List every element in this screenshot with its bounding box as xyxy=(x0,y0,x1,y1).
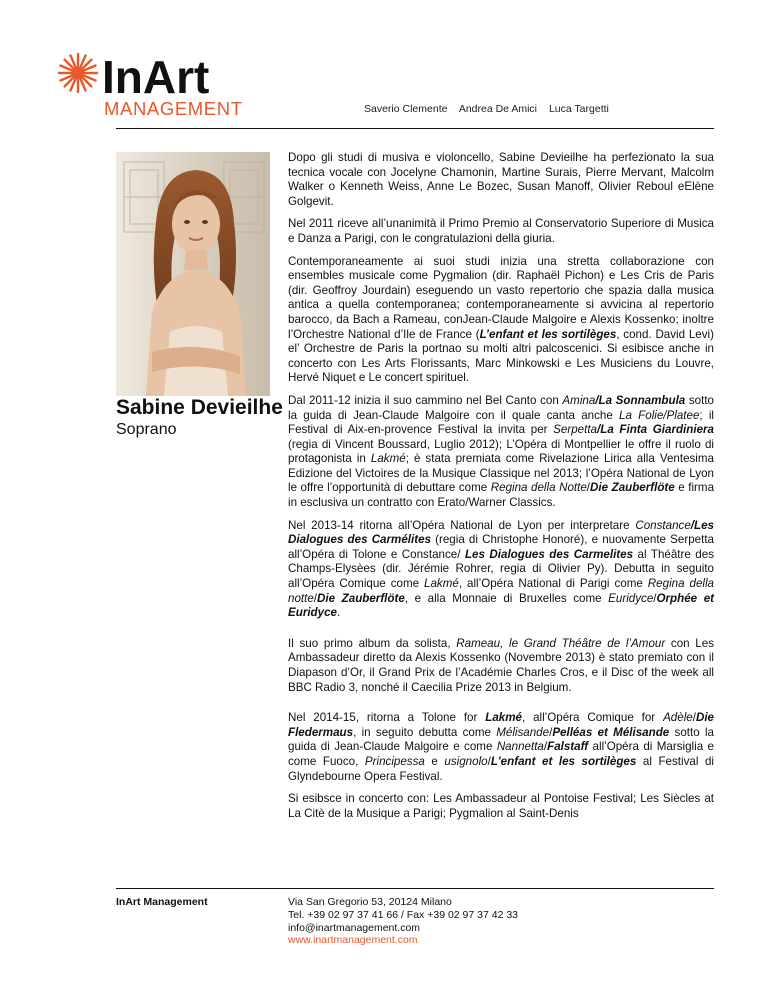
footer-organization: InArt Management xyxy=(116,896,208,908)
bio-paragraph-4: Dal 2011-12 inizia il suo cammino nel Bel Canto con Amina/La Sonnambula sotto la guida di Jean-Claude Malgoire con il quale canta anche La Folie/Platee; il Festival di Aix-en-provence Festival la invita per Serpetta/La Finta Giardiniera (regia di Vincent Boussard, Luglio 2012); L’Opéra di Montpellier le offre il ruolo di protagonista in Lakmé; è stata premiata come Rivelazione Lirica alla Ventesima Edizione del Victoires de la Musique Classique nel 2013; l’Opéra National de Lyon le offre l’opportunità di debuttare come Regina della Notte/Die Zauberflöte e firma in esclusiva un contratto con Erato/Warner Classics. xyxy=(288,393,715,510)
header-names xyxy=(364,103,618,115)
header-name: Andrea De Amici xyxy=(458,103,538,115)
bio-paragraph-3: Contemporaneamente ai suoi studi inizia una stretta collaborazione con ensembles musicale come Pygmalion (dir. Raphaël Pichon) e Les Cris de Paris (dir. Geoffroy Jourdain) eseguendo un vasto repertorio che spazia dalla musica antica a quella contemporanea; contemporaneamente si avvicina al repertorio barocco, da Bach a Rameau, conJean-Claude Malgoire e Alexis Kossenko; inoltre l’Orchestre National d’Ile de France (L’enfant et les sortilèges, cond. David Levi) el’ Orchestre de Paris la portnao su molti altri palcoscenici. Si esibisce anche in concerto con Les Arts Florissants, Marc Minkowski e Les Musiciens du Louvre, Hervé Niquet e Le concert spirituel. xyxy=(288,254,714,385)
logo-subtitle: MANAGEMENT xyxy=(104,98,243,119)
header-name: Saverio Clemente xyxy=(364,103,448,115)
footer-phone: Tel. +39 02 97 37 41 66 / Fax +39 02 97 37 42 33 xyxy=(288,908,519,921)
logo-wordmark: InArt xyxy=(102,51,210,103)
footer-contact xyxy=(288,896,518,947)
artist-name: Sabine Devieilhe xyxy=(116,396,283,419)
bio-paragraph-7: Nel 2014-15, ritorna a Tolone for Lakmé, all’Opéra Comique for Adèle/Die Fledermaus, in seguito debutta come Mélisande/Pelléas et Mélisande sotto la guida di Jean-Claude Malgoire e come Nannetta/Falstaff all’Opéra di Marsiglia e come Fuoco, Principessa e usignolo/L'enfant et les sortilèges al Festival di Glyndebourne Opera Festival. xyxy=(288,711,714,783)
footer-website-link[interactable]: www.inartmanagement.com xyxy=(288,934,418,947)
bio-paragraph-5: Nel 2013-14 ritorna all’Opéra National de Lyon per interpretare Constance/Les Dialogues des Carmélites (regia di Christophe Honoré), e nuovamente Serpetta all’Opéra di Tolone e Constance/ Les Dialogues des Carmelites al Théâtre des Champs-Elysèes (dir. Jérémie Rohrer, regia di Olivier Py). Debutta in seguito all’Opéra Comique come Lakmé, all’Opéra National di Parigi come Regina della notte/Die Zauberflöte, e alla Monnaie di Bruxelles come Euridyce/Orphée et Euridyce. xyxy=(288,518,715,620)
footer-divider xyxy=(116,888,714,889)
header-divider xyxy=(116,128,714,129)
bio-paragraph-1: Dopo gli studi di musiva e violoncello, Sabine Devieilhe ha perfezionato la sua tecnica vocale con Jocelyne Chamonin, Martine Surais, Pierre Mervant, Malcolm Walker o Kenneth Weiss, Anne Le Bozec, Susan Manoff, Olivier Reboul eElène Golgevit. xyxy=(288,151,714,208)
artist-portrait-photo xyxy=(116,152,270,396)
bio-paragraph-6: Il suo primo album da solista, Rameau, le Grand Théâtre de l’Amour con Les Ambassadeur diretto da Alexis Kossenko (Novembre 2013) è stato premiato con il Diapason d’Or, il Grand Prix de l’Académie Charles Cros, e il Disc of the week all BBC Radio 3, nonché il Caecilia Prize 2013 in Belgium. xyxy=(288,636,714,694)
header-name: Luca Targetti xyxy=(548,103,609,115)
bio-paragraph-8: Si esibsce in concerto con: Les Ambassadeur al Pontoise Festival; Les Siècles at La Citè de la Musique a Parigi; Pygmalion al Saint-Denis xyxy=(288,792,714,820)
bio-paragraph-2: Nel 2011 riceve all’unanimità il Primo Premio al Conservatorio Superiore di Musica e Danza a Parigi, con le congratulazioni della giuria. xyxy=(288,217,714,245)
asterisk-star-icon xyxy=(52,48,282,128)
inart-logo xyxy=(52,48,282,128)
biography xyxy=(288,151,714,829)
artist-role: Soprano xyxy=(116,421,177,438)
footer-address: Via San Gregorio 53, 20124 Milano xyxy=(288,896,452,908)
footer-email[interactable]: info@inartmanagement.com xyxy=(288,921,421,934)
